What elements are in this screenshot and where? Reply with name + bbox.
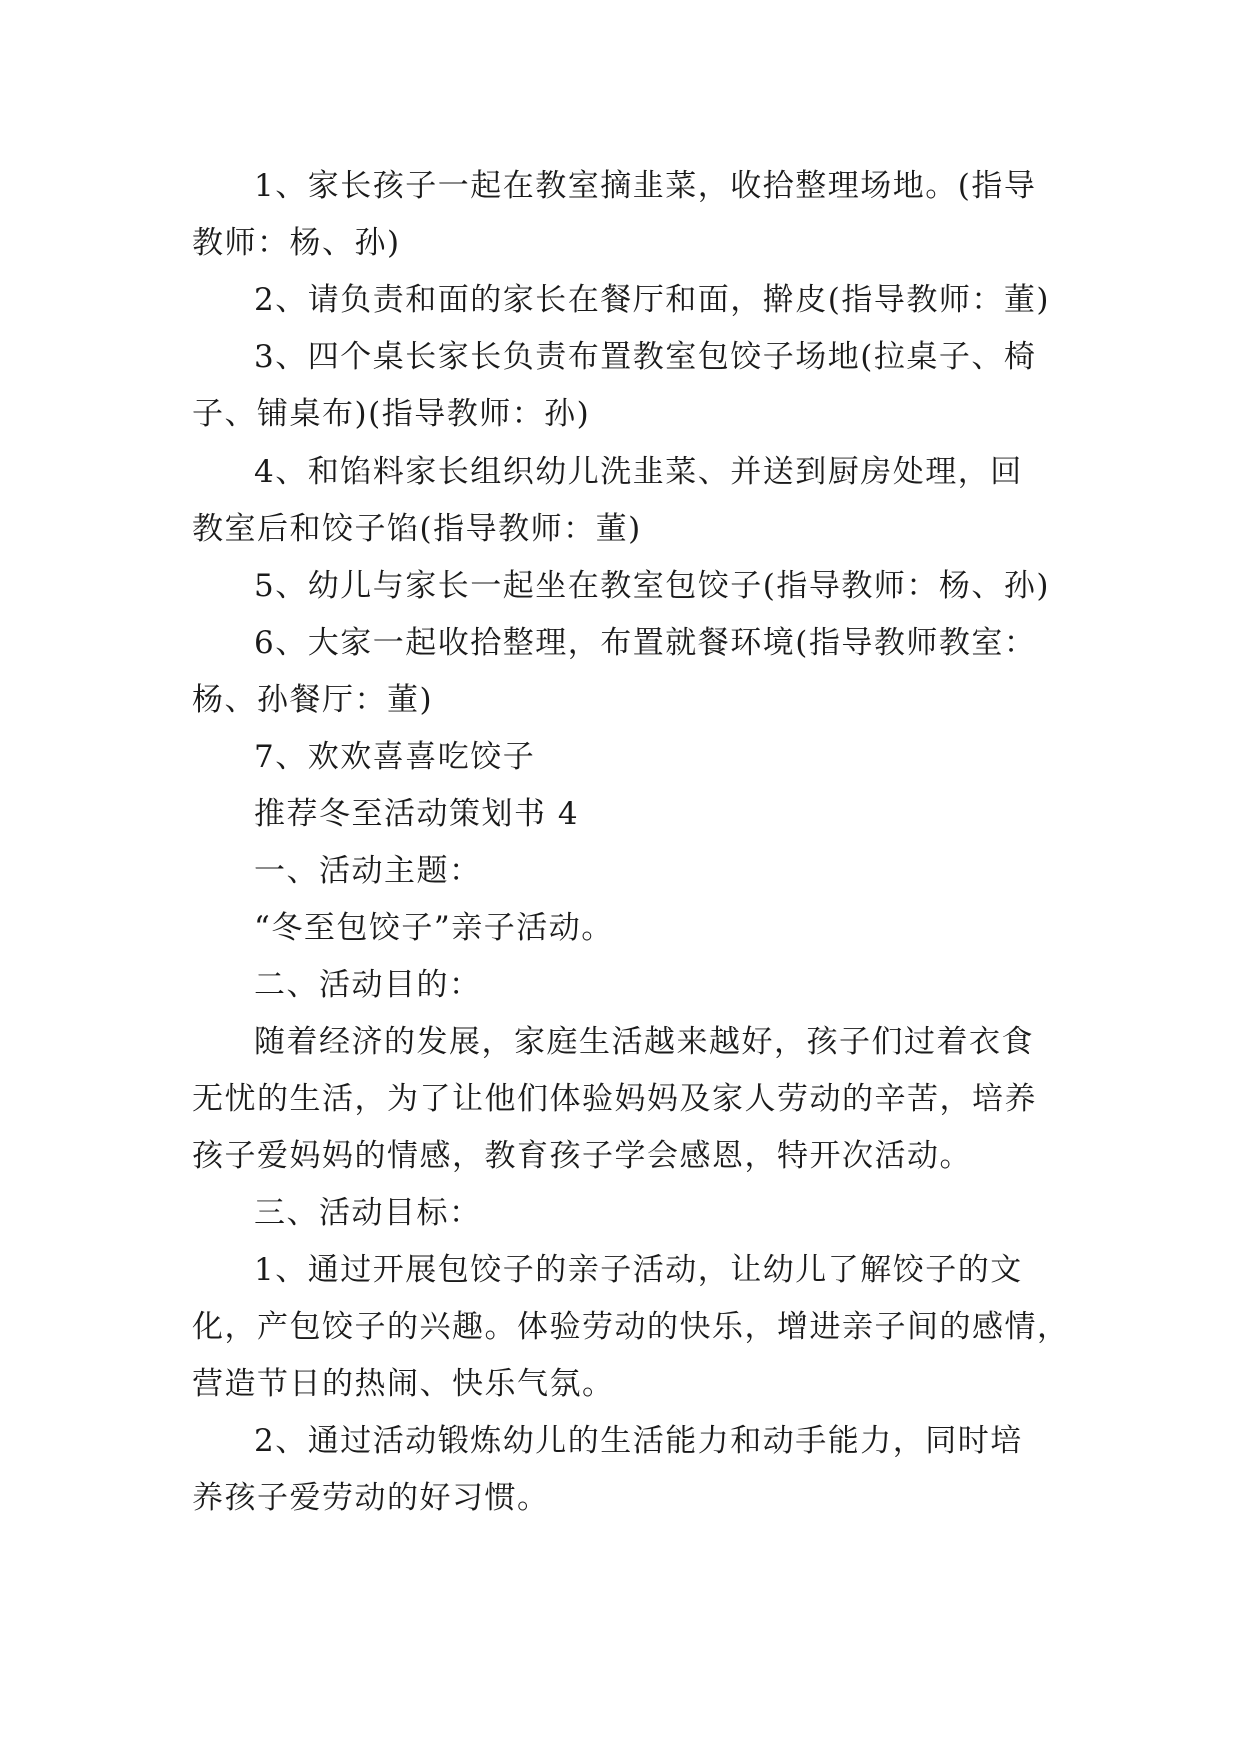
paragraph-line: 2、请负责和面的家长在餐厅和面，擀皮(指导教师：董) [254,282,1050,318]
section-title: 推荐冬至活动策划书 4 [254,796,580,832]
paragraph-line: 子、铺桌布)(指导教师：孙) [192,396,591,432]
paragraph-line: 孩子爱妈妈的情感，教育孩子学会感恩，特开次活动。 [192,1138,972,1174]
paragraph-line: 5、幼儿与家长一起坐在教室包饺子(指导教师：杨、孙) [254,568,1050,604]
paragraph-line: 随着经济的发展，家庭生活越来越好，孩子们过着衣食 [254,1024,1034,1060]
paragraph-line: 教室后和饺子馅(指导教师：董) [192,511,642,547]
paragraph-line: 教师：杨、孙) [192,225,401,261]
paragraph-line: 7、欢欢喜喜吃饺子 [254,739,536,775]
paragraph-line: 1、通过开展包饺子的亲子活动，让幼儿了解饺子的文 [254,1252,1023,1288]
paragraph-line: 4、和馅料家长组织幼儿洗韭菜、并送到厨房处理，回 [254,454,1023,490]
paragraph-line: 化，产包饺子的兴趣。体验劳动的快乐，增进亲子间的感情， [192,1309,1070,1345]
paragraph-line: 营造节日的热闹、快乐气氛。 [192,1366,615,1402]
paragraph-line: 无忧的生活，为了让他们体验妈妈及家人劳动的辛苦，培养 [192,1081,1037,1117]
paragraph-line: 3、四个桌长家长负责布置教室包饺子场地(拉桌子、椅 [254,339,1037,375]
section-heading: 三、活动目标： [254,1195,482,1231]
paragraph-line: 6、大家一起收拾整理，布置就餐环境(指导教师教室： [254,625,1037,661]
paragraph-line: 2、通过活动锻炼幼儿的生活能力和动手能力，同时培 [254,1423,1023,1459]
section-heading: 一、活动主题： [254,853,482,889]
paragraph-line: 养孩子爱劳动的好习惯。 [192,1480,550,1516]
section-heading: 二、活动目的： [254,967,482,1003]
paragraph-line: 杨、孙餐厅：董) [192,682,434,718]
paragraph-line: 1、家长孩子一起在教室摘韭菜，收拾整理场地。(指导 [254,168,1037,204]
paragraph-line: “冬至包饺子”亲子活动。 [254,910,614,946]
